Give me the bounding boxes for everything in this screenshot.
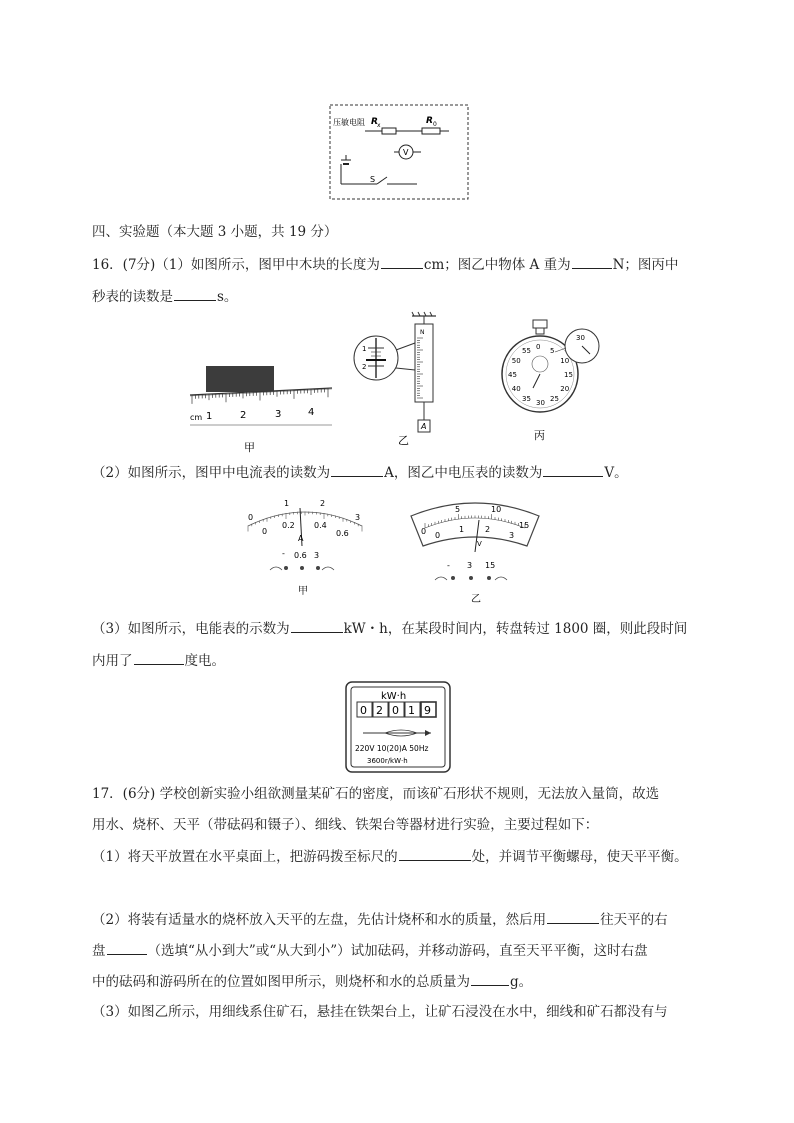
- stopwatch-number: 5: [550, 346, 555, 355]
- zoom-label: 30: [576, 334, 585, 342]
- q17-step2-line3: 中的砝码和游码所在的位置如图甲所示，则烧杯和水的总质量为 g。: [92, 971, 532, 992]
- q16-part3-line2: 内用了 度电。: [92, 650, 225, 671]
- magnifier-mark: 2: [362, 363, 367, 371]
- ruler-tick-label: 2: [240, 410, 247, 421]
- voltmeter-top-label: 15: [519, 521, 530, 530]
- figure-label-yi: 乙: [398, 434, 409, 447]
- stopwatch-number: 50: [511, 357, 521, 365]
- ammeter-figure: [240, 494, 370, 600]
- terminal-knob: [300, 566, 304, 570]
- voltmeter-terminal: -: [447, 561, 450, 570]
- ammeter-top-label: 0: [248, 513, 254, 522]
- q16-part2-line: （2）如图所示，图甲中电流表的读数为 A，图乙中电压表的读数为 V。: [92, 462, 628, 483]
- meter-digit: 9: [424, 704, 431, 717]
- voltmeter-bottom-label: 0: [435, 531, 441, 540]
- ammeter-terminal: 0.6: [294, 551, 307, 560]
- ammeter-fig-label: 甲: [298, 586, 308, 597]
- q16-part1-line2: 秒表的读数是 s。: [92, 286, 237, 307]
- voltmeter-top-label: 5: [455, 505, 461, 514]
- ruler-tick-label: 3: [275, 409, 282, 420]
- section-title: 四、实验题（本大题 3 小题，共 19 分）: [92, 224, 338, 240]
- answer-blank[interactable]: [399, 846, 471, 861]
- meter-unit: kW·h: [381, 691, 407, 702]
- answer-blank[interactable]: [572, 254, 612, 269]
- figure-label-bing: 丙: [534, 429, 545, 442]
- meter-digit: 0: [392, 704, 399, 717]
- answer-blank[interactable]: [331, 462, 383, 477]
- ammeter-bottom-label: 0: [262, 527, 268, 536]
- spring-scale-figure: [352, 310, 452, 455]
- answer-blank[interactable]: [134, 650, 184, 665]
- answer-blank[interactable]: [107, 940, 147, 955]
- stopwatch-number: 30: [536, 399, 545, 407]
- q17-step1-line: （1）将天平放置在水平桌面上，把游码拨至标尺的 处，并调节平衡螺母，使天平平衡。: [92, 846, 688, 867]
- rx-subscript: x: [377, 122, 381, 129]
- ammeter-bottom-label: 0.2: [282, 521, 295, 530]
- stopwatch-number: 55: [522, 346, 531, 355]
- ammeter-unit: A: [298, 534, 304, 543]
- ammeter-bottom-label: 0.4: [314, 521, 327, 530]
- voltmeter-bottom-label: 1: [459, 525, 465, 534]
- meter-digit: 1: [408, 704, 415, 717]
- terminal-knob: [487, 576, 491, 580]
- switch-label: S: [370, 175, 376, 184]
- ruler-unit: cm: [190, 413, 203, 422]
- ruler-tick-label: 4: [308, 407, 315, 418]
- answer-blank[interactable]: [174, 286, 216, 301]
- meter-digit: 2: [376, 704, 383, 717]
- terminal-knob: [316, 566, 320, 570]
- q16-part3-line1: （3）如图所示，电能表的示数为 kW・h，在某段时间内，转盘转过 1800 圈，则此段时间: [92, 618, 687, 639]
- ammeter-terminal: 3: [314, 551, 320, 560]
- answer-blank[interactable]: [381, 254, 423, 269]
- voltmeter-top-label: 0: [421, 527, 427, 536]
- ammeter-terminal: -: [282, 549, 285, 558]
- ammeter-top-label: 2: [320, 499, 326, 508]
- rx-resistor: [382, 128, 396, 134]
- answer-blank[interactable]: [543, 462, 603, 477]
- stopwatch-number: 0: [536, 343, 541, 351]
- terminal-knob: [469, 576, 473, 580]
- figure-label-jia: 甲: [244, 441, 255, 454]
- ammeter-top-label: 3: [355, 513, 361, 522]
- voltmeter-terminal: 3: [467, 561, 473, 570]
- stopwatch-number: 20: [560, 385, 570, 393]
- q17-step2-line2: 盘 （选填“从小到大”或“从大到小”）试加砝码，并移动游码，直至天平平衡，这时右盘: [92, 940, 648, 961]
- answer-blank[interactable]: [547, 909, 599, 924]
- answer-blank[interactable]: [291, 618, 343, 633]
- voltmeter-bottom-label: 2: [485, 525, 491, 534]
- electricity-meter-figure: [345, 681, 451, 773]
- stopwatch-figure: [500, 318, 610, 458]
- q17-step3-line: （3）如图乙所示，用细线系住矿石，悬挂在铁架台上，让矿石浸没在水中，细线和矿石都没有与: [92, 1004, 668, 1020]
- meter-spec: 220V 10(20)A 50Hz: [355, 744, 429, 753]
- circuit-figure: [329, 104, 469, 200]
- stopwatch-number: 35: [522, 395, 531, 404]
- ruler-tick-label: 1: [206, 411, 213, 422]
- sensor-label: 压敏电阻: [333, 118, 365, 127]
- stopwatch-number: 10: [560, 357, 570, 365]
- r0-label: R: [426, 116, 433, 126]
- voltmeter-unit: V: [477, 540, 482, 548]
- stopwatch-number: 15: [564, 371, 573, 379]
- ammeter-top-label: 1: [284, 499, 290, 508]
- object-a-label: A: [421, 422, 427, 431]
- stopwatch-number: 45: [508, 371, 517, 379]
- meter-digit: 0: [360, 704, 367, 717]
- answer-blank[interactable]: [471, 971, 509, 986]
- r0-resistor: [422, 128, 440, 134]
- stopwatch-number: 40: [511, 385, 521, 393]
- r0-subscript: 0: [433, 121, 437, 128]
- voltmeter-bottom-label: 3: [509, 531, 515, 540]
- terminal-knob: [284, 566, 288, 570]
- q17-intro-line1: 17．(6分) 学校创新实验小组欲测量某矿石的密度，而该矿石形状不规则，无法放入量筒，故选: [92, 786, 660, 802]
- voltmeter-top-label: 10: [491, 505, 502, 514]
- switch-blade: [377, 177, 387, 184]
- voltmeter-fig-label: 乙: [471, 594, 481, 605]
- wood-block: [206, 366, 274, 392]
- q16-part1-line1: 16．(7分)（1）如图所示，图甲中木块的长度为 cm；图乙中物体 A 重为 N；图丙中: [92, 254, 678, 275]
- voltmeter-letter: V: [403, 148, 409, 157]
- terminal-knob: [451, 576, 455, 580]
- magnifier-mark: 1: [362, 345, 367, 353]
- small-dial: [532, 356, 548, 372]
- voltmeter-terminal: 15: [485, 561, 496, 570]
- q17-step2-line1: （2）将装有适量水的烧杯放入天平的左盘，先估计烧杯和水的质量，然后用 往天平的右: [92, 909, 668, 930]
- rx-label: R: [371, 117, 378, 127]
- crown: [533, 320, 547, 328]
- voltmeter-figure: [405, 494, 545, 606]
- ruler-figure: [186, 360, 336, 455]
- ammeter-bottom-label: 0.6: [336, 529, 349, 538]
- stopwatch-number: 25: [550, 395, 559, 404]
- meter-rev: 3600r/kW·h: [367, 757, 408, 765]
- spring-top-label: N: [420, 329, 425, 336]
- q17-intro-line2: 用水、烧杯、天平（带砝码和镊子）、细线、铁架台等器材进行实验，主要过程如下：: [92, 817, 599, 833]
